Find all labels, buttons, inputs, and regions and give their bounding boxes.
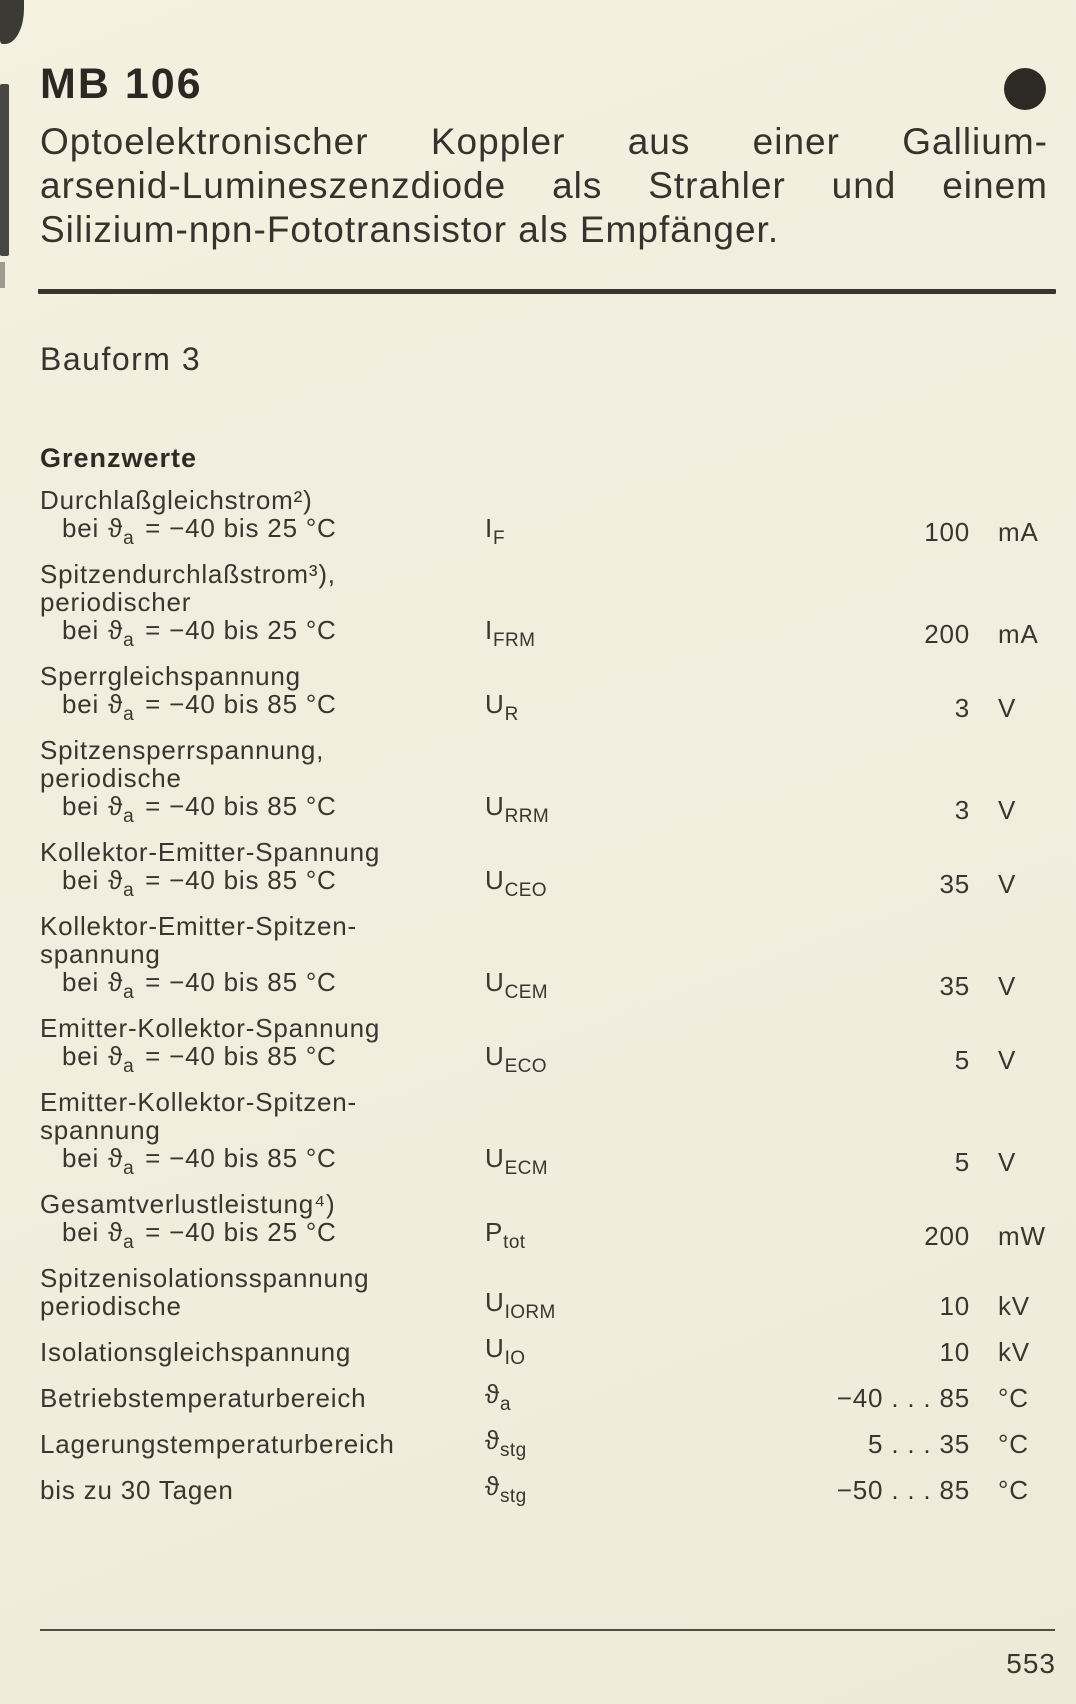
table-row [40,1471,1046,1507]
symbol-cell [485,1217,745,1253]
intro-line: Silizium-npn-Fototransistor als Empfänger. [40,209,780,250]
unit-cell: V [998,1045,1017,1075]
row-label-line: Lagerungstemperaturbereich [40,1429,395,1459]
unit-cell: mW [998,1221,1046,1251]
unit-cell: V [998,1147,1017,1177]
symbol-base: U [485,1287,505,1317]
theta-symbol: ϑ [108,513,124,543]
symbol-subscript: ECM [504,1158,548,1179]
row-label-line: bis zu 30 Tagen [40,1475,234,1505]
condition-text: = −40 bis 85 °C [145,865,337,895]
condition-text: bei [62,1143,100,1173]
row-label-line: Isolationsgleichspannung [40,1337,352,1367]
symbol-base: P [485,1217,504,1247]
theta-symbol: ϑ [108,791,124,821]
row-condition [40,1217,485,1253]
row-label-line: Spitzendurchlaßstrom³), [40,559,336,589]
row-condition [40,967,485,1003]
row-label-line: periodische [40,1291,182,1321]
registration-dot-icon [1004,68,1046,110]
row-label-line: Sperrgleichspannung [40,661,301,691]
intro-line: arsenid-Lumineszenzdiode als Strahler und einem [40,165,1048,206]
symbol-base: U [485,689,505,719]
unit-cell: V [998,693,1017,723]
row-label-line: Kollektor-Emitter-Spannung [40,837,381,867]
symbol-cell [485,1041,745,1077]
theta-symbol: ϑ [108,689,124,719]
symbol-cell [485,1287,745,1323]
row-label [40,1338,485,1366]
row-label [40,911,485,1003]
value-cell: 35 [939,869,970,899]
row-label-line: Spitzensperrspannung, [40,735,325,765]
table-row [40,661,1046,725]
table-row [40,1379,1046,1415]
bauform-label: Bauform 3 [40,341,202,377]
row-label [40,735,485,827]
row-label-line: periodischer [40,587,192,617]
row-label-line: Durchlaßgleichstrom²) [40,485,313,515]
value-cell: 200 [924,1221,970,1251]
unit-cell: V [998,971,1017,1001]
symbol-subscript: FRM [493,630,536,651]
table-row [40,1263,1046,1323]
condition-text: = −40 bis 85 °C [145,689,337,719]
symbol-cell [485,865,745,901]
row-label-line: Gesamtverlustleistung⁴) [40,1189,336,1219]
symbol-base: I [485,513,494,543]
divider-bottom [40,1629,1055,1631]
symbol-subscript: R [504,704,519,725]
row-condition [40,791,485,827]
condition-text: bei [62,1041,100,1071]
condition-text: = −40 bis 85 °C [145,791,337,821]
intro-paragraph [40,120,1048,252]
condition-text: = −40 bis 25 °C [145,615,337,645]
row-label-line: spannung [40,939,161,969]
row-condition [40,689,485,725]
row-condition [40,513,485,549]
unit-cell: °C [998,1429,1029,1459]
symbol-subscript: CEO [504,880,547,901]
symbol-subscript: F [493,528,506,549]
condition-text: bei [62,967,100,997]
symbol-cell [485,1471,745,1507]
table-row [40,1189,1046,1253]
page-number: 553 [1006,1648,1056,1679]
row-label-line: Emitter-Kollektor-Spitzen- [40,1087,357,1117]
condition-text: bei [62,865,100,895]
row-condition [40,1143,485,1179]
symbol-base: U [485,865,505,895]
value-cell: 5 [954,1147,970,1177]
row-label-line: Emitter-Kollektor-Spannung [40,1013,381,1043]
intro-line: Optoelektronischer Koppler aus einer Gallium- [40,121,1048,162]
section-title-grenzwerte: Grenzwerte [40,443,198,473]
unit-cell: °C [998,1475,1029,1505]
condition-text: bei [62,1217,100,1247]
symbol-subscript: tot [503,1232,526,1253]
row-label-line: periodische [40,763,182,793]
row-label [40,1384,485,1412]
value-cell: −40 . . . 85 [836,1383,970,1413]
value-cell: 10 [939,1291,970,1321]
theta-subscript: a [123,1232,135,1253]
symbol-subscript: IORM [504,1302,556,1323]
theta-symbol: ϑ [108,1217,124,1247]
unit-cell: kV [998,1337,1030,1367]
unit-cell: mA [998,619,1039,649]
theta-subscript: a [123,806,135,827]
symbol-subscript: stg [500,1486,527,1507]
symbol-base: U [485,791,505,821]
condition-text: bei [62,615,100,645]
row-condition [40,615,485,651]
row-label-line: spannung [40,1115,161,1145]
condition-text: = −40 bis 85 °C [145,967,337,997]
row-label [40,485,485,549]
row-condition [40,1041,485,1077]
table-row [40,1333,1046,1369]
symbol-cell [485,1379,745,1415]
scan-artifact-edge [0,84,9,256]
row-label [40,1087,485,1179]
value-cell: 5 [954,1045,970,1075]
symbol-subscript: IO [504,1348,526,1369]
theta-subscript: a [123,528,135,549]
row-condition [40,865,485,901]
theta-subscript: a [123,1158,135,1179]
theta-subscript: a [123,982,135,1003]
symbol-base: ϑ [485,1425,501,1455]
value-cell: 3 [954,693,970,723]
table-row [40,837,1046,901]
row-label [40,837,485,901]
theta-symbol: ϑ [108,1041,124,1071]
theta-subscript: a [123,704,135,725]
unit-cell: V [998,795,1017,825]
theta-symbol: ϑ [108,865,124,895]
symbol-cell [485,1333,745,1369]
row-label [40,1476,485,1504]
value-cell: 100 [924,517,970,547]
row-label [40,559,485,651]
condition-text: bei [62,689,100,719]
symbol-cell [485,1425,745,1461]
symbol-cell [485,1143,745,1179]
symbol-subscript: CEM [504,982,548,1003]
unit-cell: mA [998,517,1039,547]
condition-text: = −40 bis 25 °C [145,1217,337,1247]
value-cell: 3 [954,795,970,825]
symbol-base: ϑ [485,1379,501,1409]
symbol-base: ϑ [485,1471,501,1501]
symbol-subscript: a [500,1394,511,1415]
table-row [40,911,1046,1003]
symbol-base: I [485,615,494,645]
symbol-cell [485,967,745,1003]
row-label [40,1013,485,1077]
row-label [40,1430,485,1458]
symbol-base: U [485,1333,505,1363]
value-cell: 5 . . . 35 [868,1429,970,1459]
theta-subscript: a [123,630,135,651]
symbol-cell [485,689,745,725]
theta-symbol: ϑ [108,1143,124,1173]
table-row [40,1425,1046,1461]
theta-subscript: a [123,1056,135,1077]
unit-cell: °C [998,1383,1029,1413]
symbol-cell [485,513,745,549]
symbol-subscript: ECO [504,1056,547,1077]
unit-cell: V [998,869,1017,899]
value-cell: 35 [939,971,970,1001]
condition-text: = −40 bis 25 °C [145,513,337,543]
condition-text: = −40 bis 85 °C [145,1143,337,1173]
value-cell: −50 . . . 85 [836,1475,970,1505]
condition-text: bei [62,791,100,821]
unit-cell: kV [998,1291,1030,1321]
theta-symbol: ϑ [108,967,124,997]
table-row [40,1013,1046,1077]
theta-symbol: ϑ [108,615,124,645]
table-row [40,485,1046,549]
symbol-cell [485,615,745,651]
limits-table [40,485,1046,1507]
divider-top [38,289,1056,294]
row-label-line: Spitzenisolationsspannung [40,1263,370,1293]
row-label [40,1264,485,1320]
row-label-line: Kollektor-Emitter-Spitzen- [40,911,357,941]
symbol-base: U [485,1041,505,1071]
symbol-subscript: stg [500,1440,527,1461]
table-row [40,735,1046,827]
symbol-base: U [485,967,505,997]
value-cell: 200 [924,619,970,649]
row-label [40,1189,485,1253]
condition-text: = −40 bis 85 °C [145,1041,337,1071]
symbol-base: U [485,1143,505,1173]
symbol-cell [485,791,745,827]
condition-text: bei [62,513,100,543]
theta-subscript: a [123,880,135,901]
row-label [40,661,485,725]
table-row [40,1087,1046,1179]
symbol-subscript: RRM [504,806,550,827]
page-title: MB 106 [40,60,203,108]
scan-artifact-corner [0,0,24,44]
table-row [40,559,1046,651]
row-label-line: Betriebstemperaturbereich [40,1383,367,1413]
value-cell: 10 [939,1337,970,1367]
scan-artifact-edge-small [0,262,5,288]
